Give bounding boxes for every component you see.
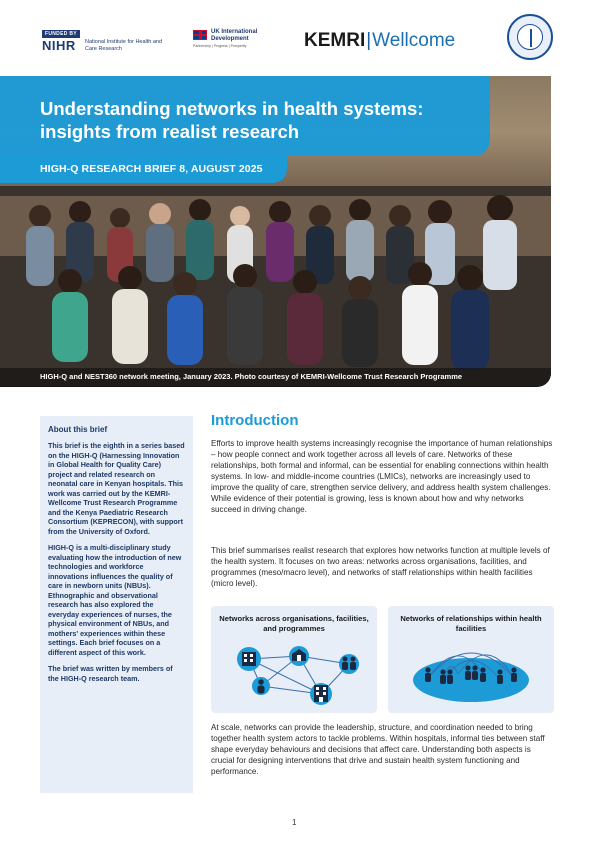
nihr-name: National Institute for Health and Care Research	[85, 39, 163, 52]
building-icon	[237, 647, 261, 671]
sidebar-paragraph: The brief was written by members of the HIGH-Q research team.	[48, 664, 173, 683]
staff-network-diagram	[388, 606, 554, 713]
sidebar-heading: About this brief	[48, 425, 108, 434]
kemri-seal-icon	[507, 14, 553, 60]
networks-within-facilities-card	[388, 606, 554, 713]
organisation-network-diagram	[211, 606, 377, 713]
logo-bar	[0, 0, 595, 75]
brief-label: HIGH-Q RESEARCH BRIEF 8, AUGUST 2025	[40, 163, 263, 175]
sidebar-paragraph: This brief is the eighth in a series based on the HIGH-Q (Harnessing Innovation in Global Health for Quality Care) project and related research on neonatal care in Kenyan hospitals. This work was carried out by the KEMRI-Wellcome Trust Research Programme and the Kenya Paediatric Research Consortium (KEPRECON), with support from the University of Oxford.	[48, 441, 185, 536]
photo-caption: HIGH-Q and NEST360 network meeting, January 2023. Photo courtesy of KEMRI-Wellcome Trust Research Programme	[40, 372, 463, 381]
nihr-mark: NIHR	[42, 38, 76, 53]
wellcome-wordmark: Wellcome	[372, 30, 456, 51]
logo-divider: |	[366, 30, 372, 51]
section-heading: Introduction	[211, 412, 299, 429]
uk-international-development-logo	[193, 28, 273, 52]
union-flag-icon	[193, 30, 207, 40]
card-title: Networks across organisations, facilities, and programmes	[219, 614, 369, 633]
office-building-icon	[310, 683, 332, 705]
nihr-logo	[42, 30, 162, 54]
page-number: 1	[292, 818, 297, 827]
page-title: Understanding networks in health systems: insights from realist research	[40, 98, 424, 142]
about-sidebar	[40, 416, 193, 793]
nihr-funded-label: FUNDED BY	[42, 30, 80, 38]
uk-dev-tagline: Partnership | Progress | Prosperity	[193, 44, 247, 48]
sidebar-paragraph: HIGH-Q is a multi-disciplinary study evaluating how the introduction of new technologies and workforce innovations influences the quality of care in newborn units (NBUs). Ethnographic and observational research has also explored the everyday experiences of nurses, the physical environment of NBUs, and mothers' experiences within these settings. Each brief focuses on a different aspect of this work.	[48, 543, 182, 657]
body-paragraph: At scale, networks can provide the leadership, structure, and coordination needed to bring together health system actors to tackle problems. Within hospitals, informal ties between staff shape everyday behaviours and decisions that affect care. Understanding both aspects is crucial for designing interventions that drive and sustain health system functioning and performance.	[211, 723, 545, 776]
facility-icon	[289, 646, 309, 666]
uk-dev-title: UK International Development	[211, 29, 258, 42]
kemri-wellcome-logo	[304, 30, 455, 52]
networks-across-organisations-card	[211, 606, 377, 713]
card-title: Networks of relationships within health facilities	[400, 614, 542, 633]
people-group-icon	[339, 654, 359, 674]
body-paragraph: Efforts to improve health systems increasingly recognise the importance of human relationships – how people connect and work together across all levels of care. Networks of these relationships, both formal and informal, can be essential for enabling connections within health systems. In low- and middle-income countries (LMICs), networks are increasingly used to improve the quality of care, strengthen service delivery, and address health system challenges. While evidence of their potential is growing, less is known about how and why networks succeed in driving change.	[211, 439, 553, 514]
group-photo-illustration	[0, 186, 551, 386]
person-icon	[252, 677, 270, 695]
body-paragraph: This brief summarises realist research that explores how networks function at multiple levels of the health system. It focuses on two areas: networks across organisations, facilities, and programmes (meso/macro level), and networks of staff relationships within health facilities (micro level).	[211, 546, 550, 588]
kemri-wordmark: KEMRI	[304, 30, 366, 51]
